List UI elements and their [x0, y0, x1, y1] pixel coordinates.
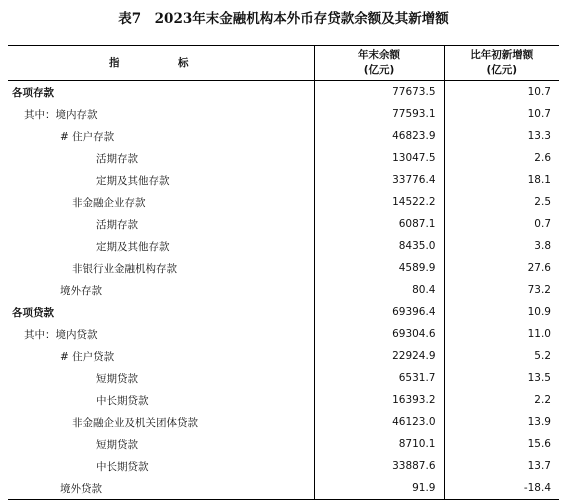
row-growth: 2.6 — [444, 147, 559, 169]
row-balance: 33776.4 — [314, 169, 444, 191]
row-balance: 6531.7 — [314, 367, 444, 389]
row-label: 非金融企业及机关团体贷款 — [72, 416, 198, 429]
header-balance: 年末余额 (亿元) — [314, 46, 444, 81]
row-growth: 13.7 — [444, 455, 559, 477]
table-row — [8, 477, 559, 500]
table-row — [8, 411, 559, 433]
row-label: 短期贷款 — [96, 372, 138, 385]
row-growth: 10.9 — [444, 301, 559, 323]
row-balance: 91.9 — [314, 477, 444, 500]
table-row — [8, 257, 559, 279]
row-growth: 5.2 — [444, 345, 559, 367]
row-label: 活期存款 — [96, 152, 138, 165]
row-balance: 22924.9 — [314, 345, 444, 367]
row-growth: 10.7 — [444, 103, 559, 125]
row-label: 中长期贷款 — [96, 394, 149, 407]
table-row — [8, 323, 559, 345]
row-label: 非银行业金融机构存款 — [72, 262, 177, 275]
row-label: 各项存款 — [12, 86, 54, 99]
row-balance: 8435.0 — [314, 235, 444, 257]
row-balance: 8710.1 — [314, 433, 444, 455]
row-label: 其中：境内贷款 — [24, 328, 98, 341]
row-growth: 10.7 — [444, 81, 559, 104]
row-balance: 33887.6 — [314, 455, 444, 477]
row-growth: 11.0 — [444, 323, 559, 345]
row-label: 非金融企业存款 — [72, 196, 146, 209]
row-label: 短期贷款 — [96, 438, 138, 451]
table-row — [8, 367, 559, 389]
row-growth: 0.7 — [444, 213, 559, 235]
table-row — [8, 103, 559, 125]
table-row — [8, 301, 559, 323]
table-title: 表7 2023年末金融机构本外币存贷款余额及其新增额 — [118, 11, 449, 27]
row-label: # 住户贷款 — [60, 350, 115, 363]
row-balance: 4589.9 — [314, 257, 444, 279]
row-balance: 14522.2 — [314, 191, 444, 213]
row-label: 定期及其他存款 — [96, 240, 170, 253]
deposit-loan-table — [8, 45, 559, 500]
row-growth: 15.6 — [444, 433, 559, 455]
row-growth: 13.9 — [444, 411, 559, 433]
table-row — [8, 213, 559, 235]
row-balance: 6087.1 — [314, 213, 444, 235]
row-growth: 13.3 — [444, 125, 559, 147]
row-balance: 13047.5 — [314, 147, 444, 169]
table-row — [8, 147, 559, 169]
table-row — [8, 389, 559, 411]
row-label: 其中：境内存款 — [24, 108, 98, 121]
row-label: 各项贷款 — [12, 306, 54, 319]
table-row — [8, 433, 559, 455]
table-row — [8, 125, 559, 147]
row-label: 中长期贷款 — [96, 460, 149, 473]
table-row — [8, 169, 559, 191]
header-growth: 比年初新增额 (亿元) — [444, 46, 559, 81]
row-balance: 16393.2 — [314, 389, 444, 411]
row-label: 活期存款 — [96, 218, 138, 231]
row-growth: 18.1 — [444, 169, 559, 191]
header-indicator: 指 标 — [8, 46, 314, 81]
row-label: 境外存款 — [60, 284, 102, 297]
row-growth: 13.5 — [444, 367, 559, 389]
row-balance: 80.4 — [314, 279, 444, 301]
row-growth: 3.8 — [444, 235, 559, 257]
row-balance: 77673.5 — [314, 81, 444, 104]
row-balance: 46823.9 — [314, 125, 444, 147]
row-growth: 73.2 — [444, 279, 559, 301]
table-row — [8, 235, 559, 257]
row-growth: 2.5 — [444, 191, 559, 213]
table-row — [8, 345, 559, 367]
row-balance: 77593.1 — [314, 103, 444, 125]
row-balance: 46123.0 — [314, 411, 444, 433]
table-row — [8, 455, 559, 477]
row-growth: -18.4 — [444, 477, 559, 500]
row-label: # 住户存款 — [60, 130, 115, 143]
table-row — [8, 81, 559, 104]
row-growth: 2.2 — [444, 389, 559, 411]
table-row — [8, 279, 559, 301]
header-row — [8, 46, 559, 81]
row-growth: 27.6 — [444, 257, 559, 279]
row-balance: 69396.4 — [314, 301, 444, 323]
row-label: 定期及其他存款 — [96, 174, 170, 187]
row-balance: 69304.6 — [314, 323, 444, 345]
row-label: 境外贷款 — [8, 477, 314, 500]
table-row — [8, 191, 559, 213]
